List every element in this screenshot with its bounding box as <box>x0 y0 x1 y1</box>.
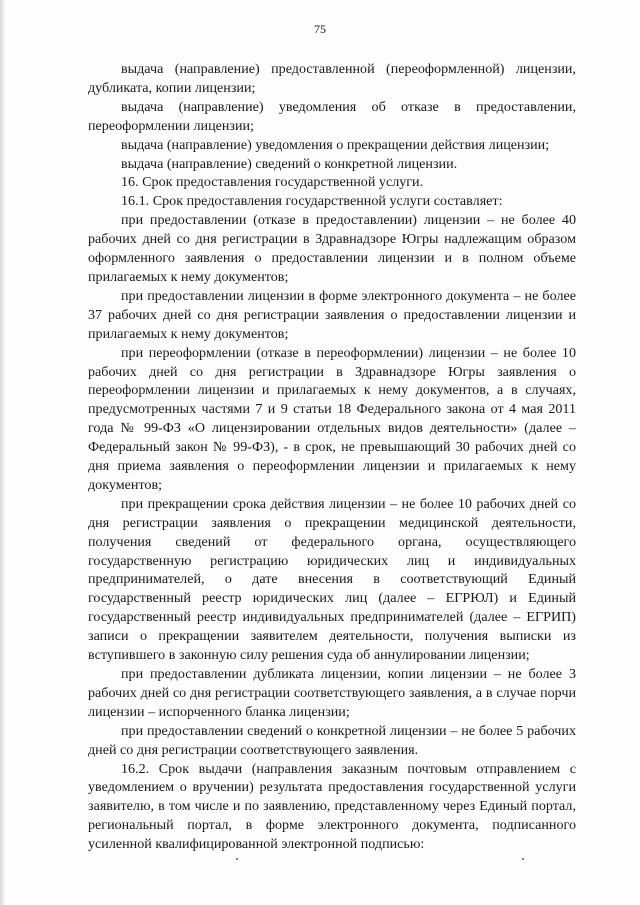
paragraph: выдача (направление) уведомления об отказе в предоставлении, переоформлении лицензии; <box>88 98 576 134</box>
paragraph: при предоставлении сведений о конкретной лицензии – не более 5 рабочих дней со дня регистрации соответствующего заявления. <box>88 722 576 758</box>
paragraph: при прекращении срока действия лицензии – не более 10 рабочих дней со дня регистрации заявления о прекращении медицинской деятельности, получения сведений от федерального органа, осуществляющего государственную регистрацию юридических лиц и индивидуальных предпринимателей, о дате внесения в соответствующий Единый государственный реестр юридических лиц (далее – ЕГРЮЛ) и Единый государственный реестр индивидуальных предпринимателей (далее – ЕГРИП) записи о прекращении заявителем деятельности, получения выписки из вступившего в законную силу решения суда об аннулировании лицензии; <box>88 495 576 664</box>
paragraph: при переоформлении (отказе в переоформлении) лицензии – не более 10 рабочих дней со дня регистрации в Здравнадзоре Югры заявления о переоформлении лицензии и прилагаемых к нему документов, а в случаях, предусмотренных частями 7 и 9 статьи 18 Федерального закона от 4 мая 2011 года № 99-ФЗ «О лицензировании отдельных видов деятельности» (далее – Федеральный закон № 99-ФЗ), - в срок, не превышающий 30 рабочих дней со дня приема заявления о переоформлении лицензии и прилагаемых к нему документов; <box>88 344 576 493</box>
paragraph: 16.2. Срок выдачи (направления заказным почтовым отправлением с уведомлением о вручении) результата предоставления государственной услуги заявителю, в том числе и по заявлению, представленному через Единый портал, региональный портал, в форме электронного документа, подписанного усиленной квалифицированной электронной подписью: <box>88 760 576 853</box>
paragraph: при предоставлении (отказе в предоставлении) лицензии – не более 40 рабочих дней со дня регистрации в Здравнадзоре Югры надлежащим образом оформленного заявления о предоставлении лицензии и в полном объеме прилагаемых к нему документов; <box>88 212 576 285</box>
paragraph: при предоставлении лицензии в форме электронного документа – не более 37 рабочих дней со дня регистрации заявления о предоставлении лицензии и прилагаемых к нему документов; <box>88 287 576 342</box>
scan-dot <box>236 858 238 860</box>
paragraph: выдача (направление) предоставленной (переоформленной) лицензии, дубликата, копии лицензии; <box>88 61 576 96</box>
paragraph: при предоставлении дубликата лицензии, копии лицензии – не более 3 рабочих дней со дня регистрации соответствующего заявления, а в случае порчи лицензии – испорченного бланка лицензии; <box>88 666 576 720</box>
scan-dot <box>522 858 524 860</box>
page-number: 75 <box>314 22 326 36</box>
paragraph: 16.1. Срок предоставления государственной услуги составляет: <box>121 193 503 210</box>
section-heading: 16. Срок предоставления государственной услуги. <box>121 174 424 191</box>
document-body <box>88 60 576 854</box>
scan-artifacts <box>0 858 640 862</box>
paragraph: выдача (направление) уведомления о прекращении действия лицензии; <box>121 136 550 153</box>
scan-edge-shadow <box>0 0 6 905</box>
paragraph: выдача (направление) сведений о конкретной лицензии. <box>121 155 458 172</box>
